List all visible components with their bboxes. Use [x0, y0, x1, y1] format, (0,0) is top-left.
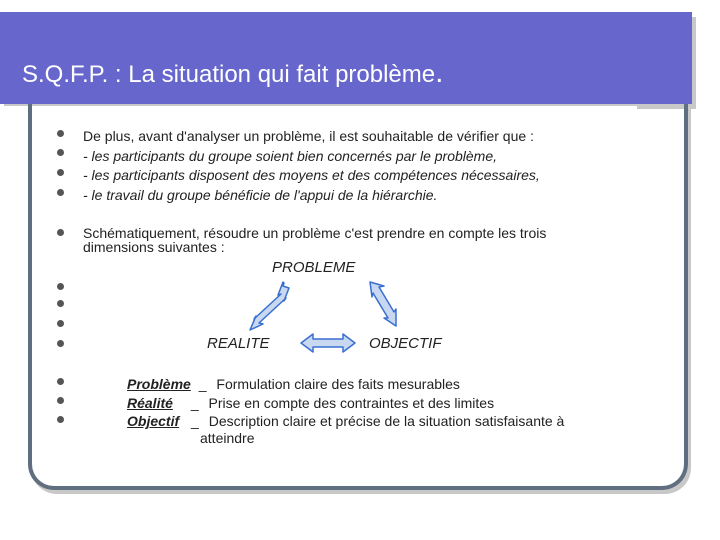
schema-line-1: Schématiquement, résoudre un problème c'est prendre en compte les trois — [83, 225, 547, 241]
diagram-label-objectif: OBJECTIF — [369, 335, 442, 352]
definition-separator: _ — [198, 376, 207, 392]
intro-line-4: - le travail du groupe bénéficie de l'appui de la hiérarchie. — [83, 187, 438, 203]
definition-term: Réalité — [127, 395, 173, 411]
definition-text: Description claire et précise de la situation satisfaisante à — [208, 413, 565, 429]
arrow-probleme-objectif — [370, 282, 396, 326]
definition-text-continued: atteindre — [200, 430, 255, 446]
definition-separator: _ — [190, 395, 199, 411]
slide-title-dot: . — [435, 56, 444, 89]
definition-row — [127, 413, 564, 429]
definition-separator: _ — [191, 413, 199, 429]
definition-term: Problème — [127, 376, 191, 392]
intro-line-3: - les participants disposent des moyens et des compétences nécessaires, — [83, 167, 540, 183]
definition-row — [127, 376, 460, 392]
intro-line-2: - les participants du groupe soient bien concernés par le problème, — [83, 148, 498, 164]
schema-line-2: dimensions suivantes : — [83, 239, 225, 255]
definition-text: Formulation claire des faits mesurables — [216, 376, 460, 392]
diagram-label-realite: REALITE — [207, 335, 270, 352]
definition-text: Prise en compte des contraintes et des limites — [208, 395, 495, 411]
arrow-realite-objectif — [301, 334, 355, 352]
arrow-probleme-realite — [250, 282, 289, 330]
diagram-label-probleme: PROBLEME — [272, 259, 356, 276]
intro-line-1: De plus, avant d'analyser un problème, il est souhaitable de vérifier que : — [83, 128, 534, 144]
definition-row — [127, 395, 494, 411]
slide-title-text: S.Q.F.P. : La situation qui fait problème — [22, 61, 436, 88]
definition-term: Objectif — [127, 413, 180, 429]
